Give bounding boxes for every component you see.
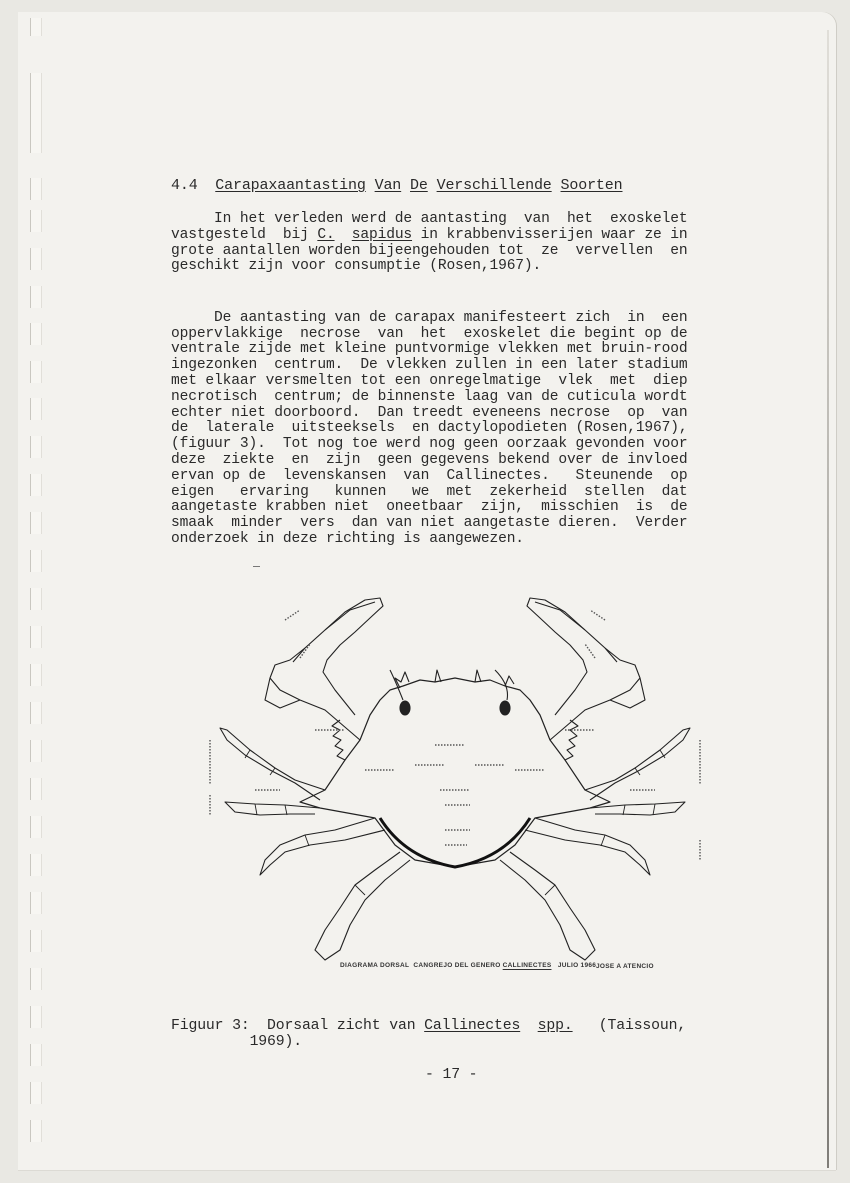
heading-word: Soorten [560, 177, 623, 194]
figure-credit: DIAGRAMA DORSAL CANGREJO DEL GENERO CALLINECTES JULIO 1966 [340, 962, 597, 969]
text-line: In het verleden werd de aantasting van het exoskelet [171, 211, 688, 227]
text-line: eigen ervaring kunnen we met zekerheid stellen dat [171, 483, 688, 500]
text-line: de laterale uitsteeksels en dactylopodieten (Rosen,1967), [171, 420, 688, 437]
heading-word: De [410, 177, 428, 194]
text-line: geschikt zijn voor consumptie (Rosen,1967). [171, 258, 542, 275]
caption-line: 1969). [171, 1033, 302, 1050]
text-line: met elkaar versmelten tot een onregelmatige vlek met diep [171, 372, 688, 389]
text-line: De aantasting van de carapax manifesteert zich in een [171, 309, 688, 326]
paragraph-2 [171, 295, 687, 564]
figure-caption [171, 1019, 686, 1051]
text-line: ventrale zijde met kleine puntvormige vlekken met bruin-rood [171, 341, 688, 358]
heading-word: Van [374, 177, 402, 194]
caption-species: spp. [537, 1018, 573, 1034]
text-line: (figuur 3). Tot nog toe werd nog geen oorzaak gevonden voor [171, 436, 688, 453]
species-name: sapidus [351, 226, 413, 243]
text-line: ervan op de levenskansen van Callinectes. Steunende op [171, 467, 688, 484]
text-line: vastgesteld bij C. sapidus in krabbenvisserijen waar ze in [171, 226, 688, 243]
text-line: smaak minder vers dan van niet aangetaste dieren. Verder [171, 515, 688, 532]
section-number: 4.4 [171, 177, 198, 194]
caption-genus: Callinectes [424, 1018, 521, 1034]
caption-line: Figuur 3: Dorsaal zicht van Callinectes spp. (Taissoun, [171, 1018, 687, 1034]
species-genus: C. [317, 226, 335, 243]
paragraph-1 [171, 212, 688, 275]
text-line: oppervlakkige necrose van het exoskelet die begint op de [171, 325, 688, 342]
text-line: necrotisch centrum; de binnenste laag van de cuticula wordt [171, 388, 688, 405]
text-line: aangetaste krabben niet oneetbaar zijn, misschien is de [171, 499, 688, 516]
text-line: ingezonken centrum. De vlekken zullen in een later stadium [171, 357, 688, 374]
text-line: echter niet doorboord. Dan treedt eveneens necrose op van [171, 404, 688, 421]
text-line: grote aantallen worden bijeengehouden tot ze vervellen en [171, 242, 688, 259]
crab-diagram-figure [205, 590, 705, 980]
page-number: - 17 - [425, 1067, 478, 1083]
heading-word: Carapaxaantasting [215, 177, 366, 194]
section-heading [171, 178, 623, 194]
text-line: deze ziekte en zijn geen gegevens bekend over de invloed [171, 451, 688, 468]
page-edge [827, 30, 829, 1168]
heading-word: Verschillende [436, 177, 552, 194]
figure-author: JOSE A ATENCIO [596, 963, 654, 970]
figure-credit-genus: CALLINECTES [502, 962, 552, 969]
comb-binding [30, 18, 42, 1168]
crab-diagram-icon [205, 590, 705, 980]
text-line: onderzoek in deze richting is aangewezen. [171, 530, 524, 547]
stray-mark [253, 566, 260, 567]
